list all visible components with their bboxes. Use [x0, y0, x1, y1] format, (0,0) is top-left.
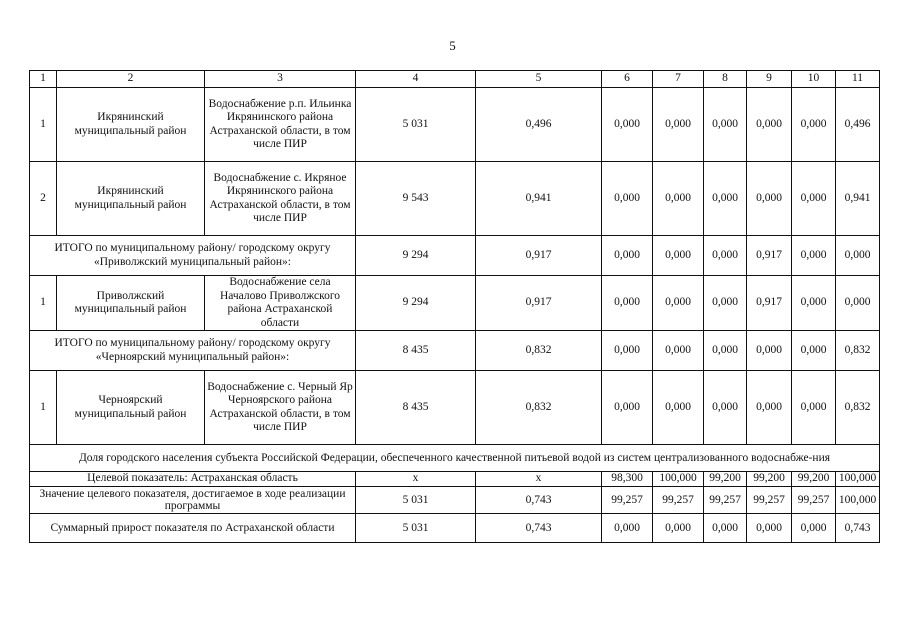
value-cell: 0,000	[836, 236, 880, 276]
value-cell: 0,000	[704, 276, 747, 331]
municipality-cell: Черноярский муниципальный район	[57, 371, 205, 445]
value-cell: 0,000	[747, 331, 792, 371]
value-cell: 0,000	[653, 162, 704, 236]
value-cell: x	[356, 472, 476, 487]
value-cell: 99,200	[747, 472, 792, 487]
row-number: 1	[30, 371, 57, 445]
value-cell: 0,917	[747, 236, 792, 276]
value-cell: 0,000	[602, 88, 653, 162]
column-number: 11	[836, 71, 880, 88]
value-cell: 8 435	[356, 371, 476, 445]
value-cell: 0,832	[836, 331, 880, 371]
value-cell: 0,496	[836, 88, 880, 162]
value-cell: 0,000	[836, 276, 880, 331]
value-cell: 9 543	[356, 162, 476, 236]
value-cell: 0,832	[836, 371, 880, 445]
value-cell: 9 294	[356, 236, 476, 276]
table-row	[30, 162, 880, 236]
value-cell: 0,000	[704, 371, 747, 445]
column-number-row	[30, 71, 880, 88]
value-cell: 0,000	[653, 331, 704, 371]
column-number: 7	[653, 71, 704, 88]
target-label: Целевой показатель: Астраханская область	[30, 472, 356, 487]
municipality-cell: Икрянинский муниципальный район	[57, 162, 205, 236]
value-cell: 0,000	[653, 514, 704, 543]
value-cell: 0,000	[602, 331, 653, 371]
value-cell: 0,000	[792, 514, 836, 543]
value-cell: 5 031	[356, 88, 476, 162]
value-cell: 5 031	[356, 514, 476, 543]
value-cell: 99,257	[704, 487, 747, 514]
object-cell: Водоснабжение с. Черный Яр Черноярского района Астраханской области, в том числе ПИР	[205, 371, 356, 445]
value-cell: 0,000	[747, 514, 792, 543]
row-number: 2	[30, 162, 57, 236]
indicator-header-row	[30, 445, 880, 472]
column-number: 2	[57, 71, 205, 88]
value-cell: 0,000	[792, 162, 836, 236]
value-cell: 0,743	[476, 514, 602, 543]
indicator-header: Доля городского населения субъекта Российской Федерации, обеспеченного качественной питьевой водой из систем централизованного водоснабже-ния	[30, 445, 880, 472]
value-cell: 0,000	[602, 162, 653, 236]
total-row-chernoyarsky	[30, 331, 880, 371]
value-cell: 0,000	[602, 514, 653, 543]
column-number: 1	[30, 71, 57, 88]
achieved-label: Значение целевого показателя, достигаемое в ходе реализации программы	[30, 487, 356, 514]
value-cell: 100,000	[653, 472, 704, 487]
row-number: 1	[30, 276, 57, 331]
value-cell: 0,000	[792, 331, 836, 371]
municipality-cell: Приволжский муниципальный район	[57, 276, 205, 331]
value-cell: 99,200	[792, 472, 836, 487]
value-cell: 100,000	[836, 472, 880, 487]
program-table	[29, 70, 880, 543]
page-number: 5	[449, 38, 456, 53]
total-row-privolzhsky	[30, 236, 880, 276]
value-cell: 0,000	[653, 88, 704, 162]
table-row	[30, 88, 880, 162]
value-cell: 100,000	[836, 487, 880, 514]
value-cell: 0,832	[476, 331, 602, 371]
value-cell: 0,000	[704, 331, 747, 371]
value-cell: 0,000	[792, 236, 836, 276]
value-cell: 0,000	[704, 162, 747, 236]
value-cell: 0,000	[747, 371, 792, 445]
column-number: 9	[747, 71, 792, 88]
value-cell: 0,000	[704, 88, 747, 162]
column-number: 4	[356, 71, 476, 88]
value-cell: 8 435	[356, 331, 476, 371]
value-cell: 0,917	[476, 276, 602, 331]
value-cell: 9 294	[356, 276, 476, 331]
total-label: ИТОГО по муниципальному району/ городскому округу «Черноярский муниципальный район»:	[30, 331, 356, 371]
value-cell: 0,000	[602, 236, 653, 276]
summary-label: Суммарный прирост показателя по Астраханской области	[30, 514, 356, 543]
column-number: 8	[704, 71, 747, 88]
total-label: ИТОГО по муниципальному району/ городскому округу «Приволжский муниципальный район»:	[30, 236, 356, 276]
municipality-cell: Икрянинский муниципальный район	[57, 88, 205, 162]
achieved-row	[30, 487, 880, 514]
column-number: 6	[602, 71, 653, 88]
value-cell: 0,743	[476, 487, 602, 514]
object-cell: Водоснабжение с. Икряное Икрянинского района Астраханской области, в том числе ПИР	[205, 162, 356, 236]
value-cell: 0,000	[792, 371, 836, 445]
value-cell: 0,000	[747, 162, 792, 236]
value-cell: 0,000	[704, 236, 747, 276]
summary-row	[30, 514, 880, 543]
value-cell: 0,496	[476, 88, 602, 162]
value-cell: 0,941	[476, 162, 602, 236]
value-cell: 0,000	[747, 88, 792, 162]
value-cell: 99,257	[747, 487, 792, 514]
value-cell: 0,000	[792, 276, 836, 331]
object-cell: Водоснабжение села Началово Приволжского района Астраханской области	[205, 276, 356, 331]
value-cell: 0,941	[836, 162, 880, 236]
column-number: 3	[205, 71, 356, 88]
value-cell: 0,000	[602, 276, 653, 331]
value-cell: 0,000	[704, 514, 747, 543]
value-cell: 0,832	[476, 371, 602, 445]
value-cell: 0,917	[747, 276, 792, 331]
table-row	[30, 371, 880, 445]
value-cell: 0,917	[476, 236, 602, 276]
table-row	[30, 276, 880, 331]
value-cell: 99,257	[792, 487, 836, 514]
target-row	[30, 472, 880, 487]
value-cell: x	[476, 472, 602, 487]
value-cell: 0,743	[836, 514, 880, 543]
row-number: 1	[30, 88, 57, 162]
object-cell: Водоснабжение р.п. Ильинка Икрянинского района Астраханской области, в том числе ПИР	[205, 88, 356, 162]
value-cell: 0,000	[602, 371, 653, 445]
column-number: 10	[792, 71, 836, 88]
column-number: 5	[476, 71, 602, 88]
value-cell: 99,200	[704, 472, 747, 487]
value-cell: 0,000	[653, 371, 704, 445]
value-cell: 99,257	[602, 487, 653, 514]
value-cell: 0,000	[792, 88, 836, 162]
value-cell: 5 031	[356, 487, 476, 514]
value-cell: 99,257	[653, 487, 704, 514]
value-cell: 98,300	[602, 472, 653, 487]
value-cell: 0,000	[653, 236, 704, 276]
value-cell: 0,000	[653, 276, 704, 331]
